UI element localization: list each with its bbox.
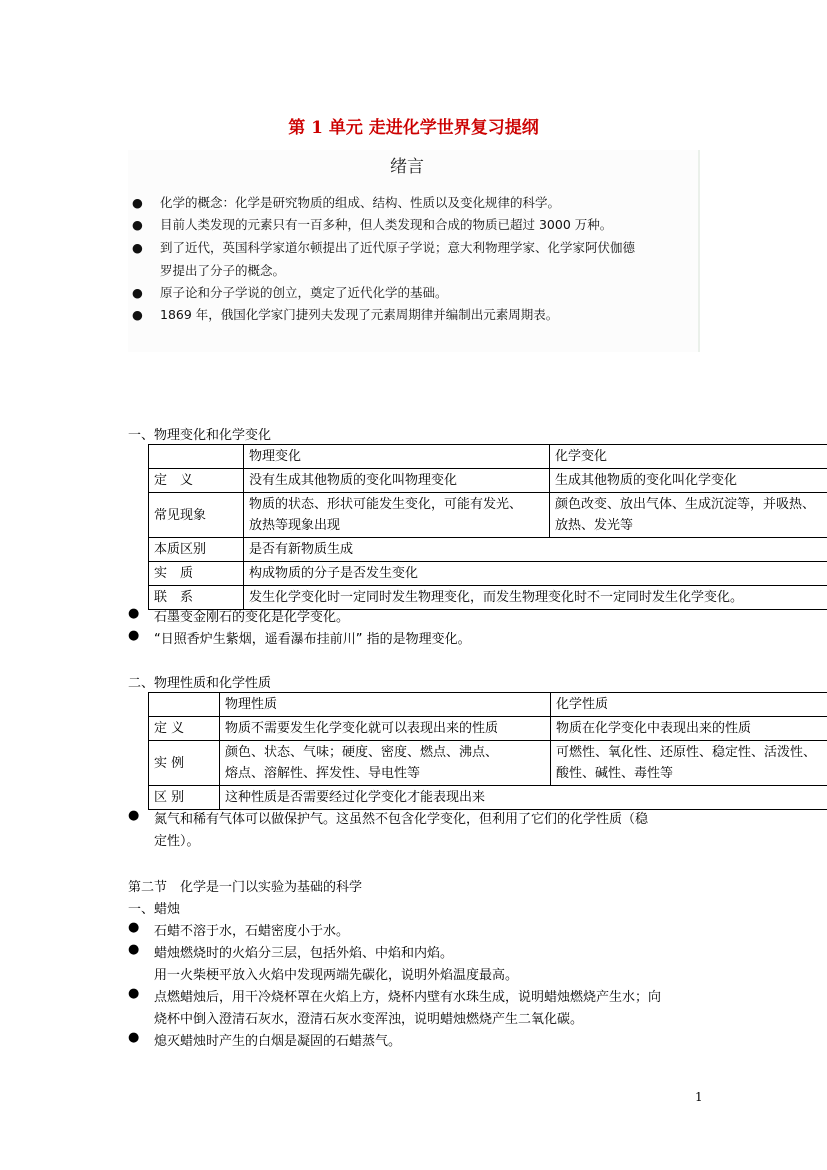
intro-item: ● 到了近代，英国科学家道尔顿提出了近代原子学说；意大利物理学家、化学家阿伏伽德 罗提出了分子的概念。 [128,236,700,282]
table-cell: 没有生成其他物质的变化叫物理变化 [244,469,550,493]
table-header-cell: 物理性质 [220,693,551,717]
row-label: 实 例 [149,741,220,786]
table-row [149,538,827,562]
bullet-icon: ● [128,628,140,643]
table-row [149,562,827,586]
table-row [149,786,827,810]
bullet-icon: ● [132,240,143,255]
section-heading: 第二节 化学是一门以实验为基础的科学 [128,880,363,895]
bullet-icon: ● [128,986,140,1001]
row-label: 联 系 [149,586,244,610]
bullet-icon: ● [132,217,143,232]
table-header-row [149,693,827,717]
table-cell: 颜色改变、放出气体、生成沉淀等，并吸热、 放热、发光等 [550,493,827,538]
table-row [149,741,827,786]
page-number: 1 [695,1090,703,1104]
change-table [148,444,827,610]
bullet-icon: ● [128,942,140,957]
table-row [149,493,827,538]
sub-heading: 一、蜡烛 [128,902,181,917]
table-cell: 颜色、状态、气味；硬度、密度、燃点、沸点、 熔点、溶解性、挥发性、导电性等 [220,741,551,786]
table-cell: 是否有新物质生成 [244,538,827,562]
intro-item: ● 原子论和分子学说的创立，奠定了近代化学的基础。 [128,282,700,304]
intro-item: ● 目前人类发现的元素只有一百多种，但人类发现和合成的物质已超过 3000 万种。 [128,214,700,236]
table-cell: 物质不需要发生化学变化就可以表现出来的性质 [220,717,551,741]
table-cell [149,445,244,469]
bullet-icon: ● [128,920,140,935]
row-label: 定 义 [149,717,220,741]
bullet-icon: ● [128,1030,140,1045]
intro-list [128,192,700,326]
row-label: 定 义 [149,469,244,493]
intro-image-panel [128,150,700,352]
intro-item: ● 化学的概念：化学是研究物质的组成、结构、性质以及变化规律的科学。 [128,192,700,214]
table-header-cell: 化学变化 [550,445,827,469]
table-cell: 这种性质是否需要经过化学变化才能表现出来 [220,786,827,810]
section-heading: 二、物理性质和化学性质 [128,676,272,691]
row-label: 本质区别 [149,538,244,562]
table-cell: 物质的状态、形状可能发生变化，可能有发光、 放热等现象出现 [244,493,550,538]
row-label: 实 质 [149,562,244,586]
document-title: 第 1 单元 走进化学世界复习提纲 [288,118,539,138]
table-cell: 物质在化学变化中表现出来的性质 [551,717,827,741]
section-heading: 一、物理变化和化学变化 [128,428,272,443]
bullet-icon: ● [128,808,140,823]
bullet-icon: ● [132,285,143,300]
bullet-icon: ● [132,195,143,210]
bullet-icon: ● [128,606,140,621]
table-cell [149,693,220,717]
table-row [149,469,827,493]
table-header-cell: 化学性质 [551,693,827,717]
table-row [149,717,827,741]
property-table [148,692,827,810]
table-header-row [149,445,827,469]
table-cell: 发生化学变化时一定同时发生物理变化，而发生物理变化时不一定同时发生化学变化。 [244,586,827,610]
intro-item: ● 1869 年，俄国化学家门捷列夫发现了元素周期律并编制出元素周期表。 [128,304,700,326]
intro-heading: 绪言 [390,157,424,177]
bullet-icon: ● [132,307,143,322]
table-cell: 构成物质的分子是否发生变化 [244,562,827,586]
table-cell: 可燃性、氧化性、还原性、稳定性、活泼性、 酸性、碱性、毒性等 [551,741,827,786]
row-label: 区 别 [149,786,220,810]
table-cell: 生成其他物质的变化叫化学变化 [550,469,827,493]
table-header-cell: 物理变化 [244,445,550,469]
row-label: 常见现象 [149,493,244,538]
